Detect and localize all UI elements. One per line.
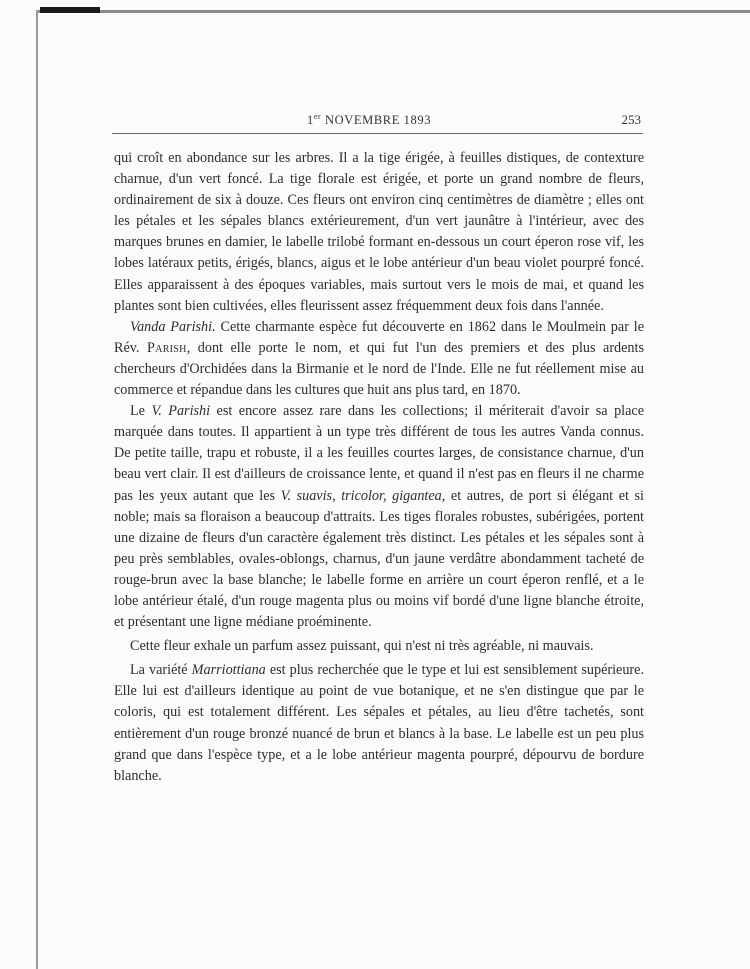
header-date-day: 1 (307, 113, 314, 128)
paragraph-2 (114, 317, 644, 401)
paragraph-4: Cette fleur exhale un parfum assez puissant, qui n'est ni très agréable, ni mauvais. (130, 638, 594, 655)
paragraph-2-text-b: , dont elle porte le nom, et qui fut l'un des premiers et des plus ardents chercheurs d'Orchidées dans la Birmanie et le nord de l'Inde. Elle ne fut réellement mise au commerce et répandue dans les cultures que huit ans plus tard, en 1870. (114, 339, 644, 399)
paragraph-1: qui croît en abondance sur les arbres. Il a la tige érigée, à feuilles distiques, de contexture charnue, d'un vert foncé. La tige florale est érigée, et porte un grand nombre de fleurs, ordinairement de six à douze. Ces fleurs ont environ cinq centimètres de diamètre ; elles ont les pétales et les sépales blancs extérieurement, d'un vert jaunâtre à l'intérieur, avec des marques brunes en damier, le labelle trilobé formant en-dessous un court éperon rose vif, les lobes latéraux petits, érigés, blancs, aigus et le lobe antérieur d'un beau violet pourpré foncé. Elles apparaissent à des époques variables, mais surtout vers le mois de mai, et quand les plantes sont bien cultivées, elles fleurissent assez fréquemment deux fois dans l'année. (114, 150, 644, 314)
page-number: 253 (621, 112, 641, 127)
species-list: V. suavis, tricolor, gigantea, (280, 487, 446, 504)
paragraph-5 (114, 660, 644, 787)
header-date-sup: er (313, 112, 322, 121)
header-date-rest: NOVEMBRE 1893 (321, 113, 432, 128)
species-name: V. Parishi (151, 403, 211, 420)
person-name: Parish (147, 339, 187, 356)
running-header (112, 109, 643, 134)
paragraph-5-text: est plus recherchée que le type et lui est sensiblement supérieure. Elle lui est d'ailleurs identique au point de vue botanique, et ne s'en distingue que par le coloris, qui est totalement différent. Les sépales et pétales, au lieu d'être tachetés, sont entièrement d'un rouge bronzé nuancé de brun et blancs à la base. Le labelle est un peu plus grand que dans l'espèce type, et a le lobe antérieur magenta pourpré, dépourvu de bordure blanche. (114, 662, 644, 784)
paragraph-3 (114, 401, 644, 633)
species-name: Vanda Parishi. (130, 318, 216, 335)
paragraph-5-lead: La variété (130, 662, 192, 679)
article-body (114, 148, 644, 787)
scan-edge-top (36, 10, 750, 13)
header-date (307, 112, 431, 128)
scan-edge-left (36, 10, 38, 969)
paragraph-3-text-b: et autres, de port si élégant et si noble; mais sa floraison a beaucoup d'attraits. Les tiges florales robustes, subérigées, portent une dizaine de fleurs d'un caractère également très distinct. Les pétales et les sépales sont à peu près semblables, ovales-oblongs, charnus, d'un jaune verdâtre abondamment tacheté de rouge-brun avec la base blanche; le labelle forme en arrière un court éperon renflé, et a le lobe antérieur étalé, d'un rouge magenta plus ou moins vif bordé d'une ligne blanche étroite, et présentant une ligne médiane proéminente. (114, 487, 644, 631)
scan-edge-mark (40, 7, 100, 13)
paragraph-3-text-a: est encore assez rare dans les collections; il mériterait d'avoir sa place marquée dans toutes. Il appartient à un type très différent de tous les autres Vanda connus. De petite taille, trapu et robuste, il a les feuilles courtes larges, de consistance charnue, d'un beau vert clair. Il est d'ailleurs de croissance lente, et quand il n'est pas en fleurs il ne charme pas les yeux autant que les (114, 403, 644, 504)
paragraph-2-text-a: Cette charmante espèce fut découverte en 1862 dans le Moulmein par le Rév. (114, 318, 644, 356)
paragraph-3-lead: Le (130, 403, 152, 420)
variety-name: Marriottiana (191, 662, 266, 679)
